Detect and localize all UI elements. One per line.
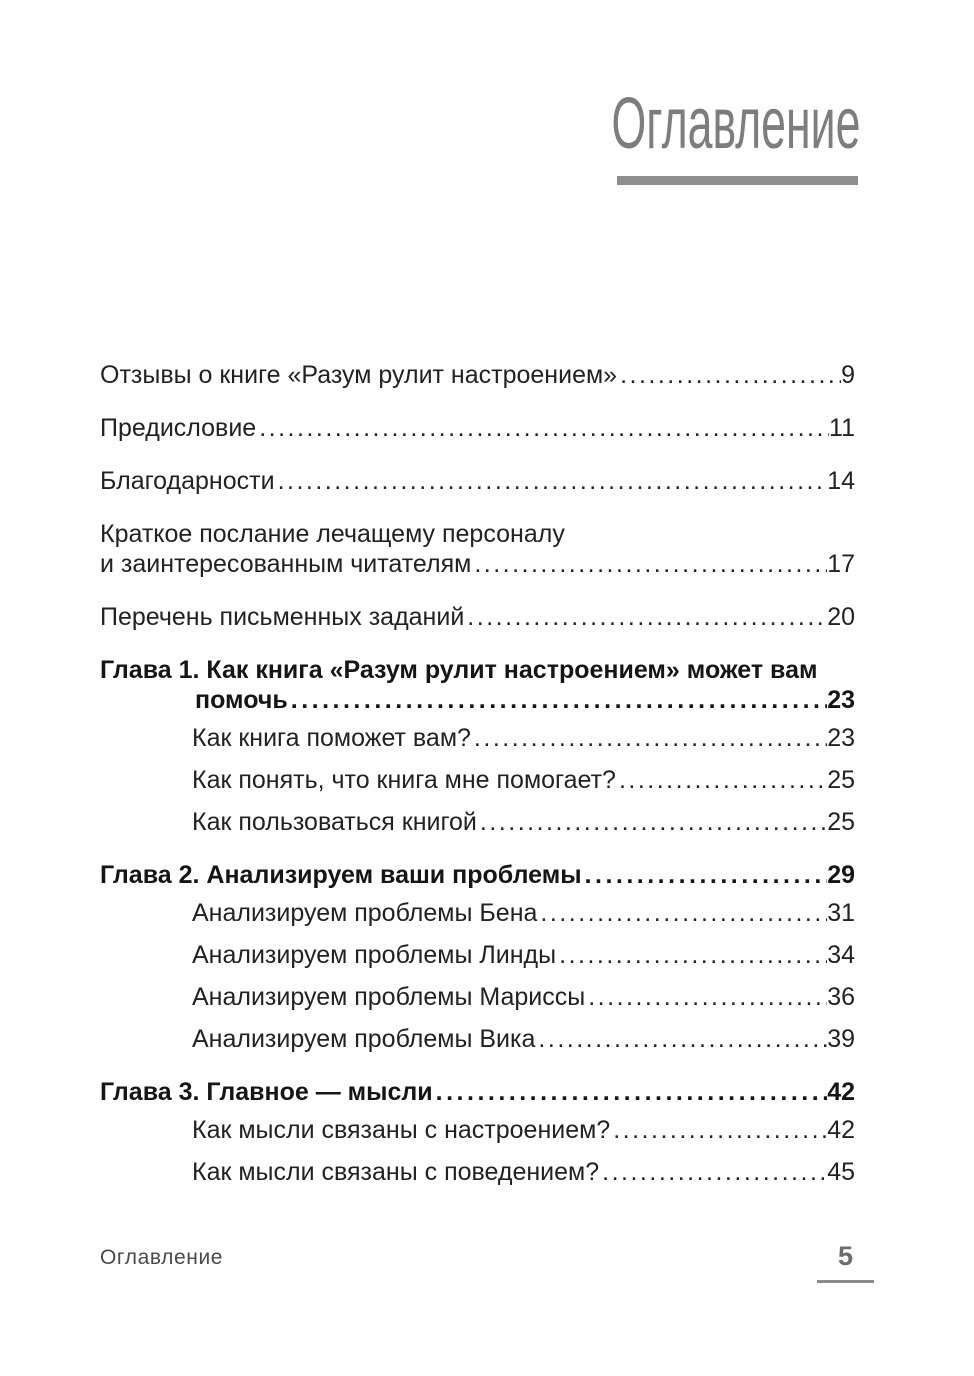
toc-entry-title: Анализируем проблемы Линды (192, 941, 557, 969)
dot-leader (433, 1077, 828, 1107)
toc-entry-title: Анализируем проблемы Вика (192, 1025, 536, 1053)
dot-leader (464, 602, 827, 632)
dot-leader (471, 549, 827, 579)
footer-page-number: 5 (837, 1241, 854, 1271)
toc-entry-title: Как книга поможет вам? (192, 724, 471, 752)
toc-entry-page: 34 (827, 941, 855, 969)
toc-entry (100, 602, 855, 632)
toc-entry-line1: Краткое послание лечащему персоналу (100, 520, 565, 548)
toc-entry (100, 655, 855, 715)
toc-entry-page: 36 (827, 983, 855, 1011)
toc-entry (100, 1024, 855, 1054)
toc-entry-page: 39 (827, 1025, 855, 1053)
toc-entry-title: Благодарности (100, 467, 275, 495)
toc-entry-page: 31 (827, 899, 855, 927)
toc-entry (100, 765, 855, 795)
toc-entry (100, 940, 855, 970)
toc-entry (100, 1077, 855, 1107)
toc-entry-title: Отзывы о книге «Разум рулит настроением» (100, 361, 618, 389)
title-underline-rule (617, 176, 858, 185)
dot-leader (256, 413, 829, 443)
toc-entry (100, 360, 855, 390)
toc-entry (100, 519, 855, 579)
toc-entry-title: Предисловие (100, 414, 257, 442)
toc-entry-title: Перечень письменных заданий (100, 603, 465, 631)
dot-leader (477, 807, 827, 837)
toc-entry-page: 25 (827, 808, 855, 836)
dot-leader (617, 360, 841, 390)
toc-entry-page: 45 (827, 1158, 855, 1186)
toc-entry (100, 898, 855, 928)
dot-leader (599, 1157, 827, 1187)
toc-entry-title: Как пользоваться книгой (192, 808, 477, 836)
toc-entry (100, 723, 855, 753)
toc-entry-page: 17 (827, 550, 855, 578)
toc-entry (100, 1115, 855, 1145)
toc-entry-title: Анализируем проблемы Мариссы (192, 983, 586, 1011)
dot-leader (535, 1024, 827, 1054)
dot-leader (471, 723, 827, 753)
toc-entry-page: 42 (827, 1116, 855, 1144)
toc-entry-page: 23 (827, 724, 855, 752)
toc-list (100, 360, 855, 1199)
dot-leader (610, 1115, 827, 1145)
toc-entry (100, 807, 855, 837)
dot-leader (616, 765, 827, 795)
toc-entry (100, 982, 855, 1012)
toc-entry-page: 14 (827, 467, 855, 495)
footer-section-label: Оглавление (100, 1246, 224, 1269)
dot-leader (556, 940, 827, 970)
toc-entry-line2 (100, 549, 855, 579)
toc-entry-title: Как мысли связаны с настроением? (192, 1116, 611, 1144)
toc-entry-line1: Глава 1. Как книга «Разум рулит настроением» может вам (100, 656, 818, 684)
dot-leader (288, 685, 827, 715)
toc-entry-page: 11 (829, 414, 855, 442)
toc-entry-title: помочь (195, 686, 288, 714)
dot-leader (537, 898, 827, 928)
toc-entry (100, 1157, 855, 1187)
toc-entry-title: Анализируем проблемы Бена (192, 899, 538, 927)
dot-leader (582, 860, 828, 890)
toc-entry (100, 466, 855, 496)
toc-entry-title: Глава 3. Главное — мысли (100, 1078, 433, 1106)
toc-entry-title: Как мысли связаны с поведением? (192, 1158, 600, 1186)
toc-entry-title: и заинтересованным читателям (100, 550, 472, 578)
dot-leader (585, 982, 827, 1012)
toc-entry-page: 20 (827, 603, 855, 631)
toc-entry-page: 25 (827, 766, 855, 794)
toc-entry-title: Глава 2. Анализируем ваши проблемы (100, 861, 582, 889)
toc-entry-title: Как понять, что книга мне помогает? (192, 766, 616, 794)
toc-entry (100, 413, 855, 443)
toc-entry-line2 (100, 685, 855, 715)
toc-entry-page: 23 (827, 686, 855, 714)
toc-entry (100, 860, 855, 890)
toc-entry-page: 42 (827, 1078, 855, 1106)
toc-entry-page: 29 (827, 861, 855, 889)
page-title: Оглавление (611, 84, 860, 164)
toc-entry-page: 9 (841, 361, 855, 389)
dot-leader (275, 466, 828, 496)
footer-page-rule (817, 1280, 874, 1283)
